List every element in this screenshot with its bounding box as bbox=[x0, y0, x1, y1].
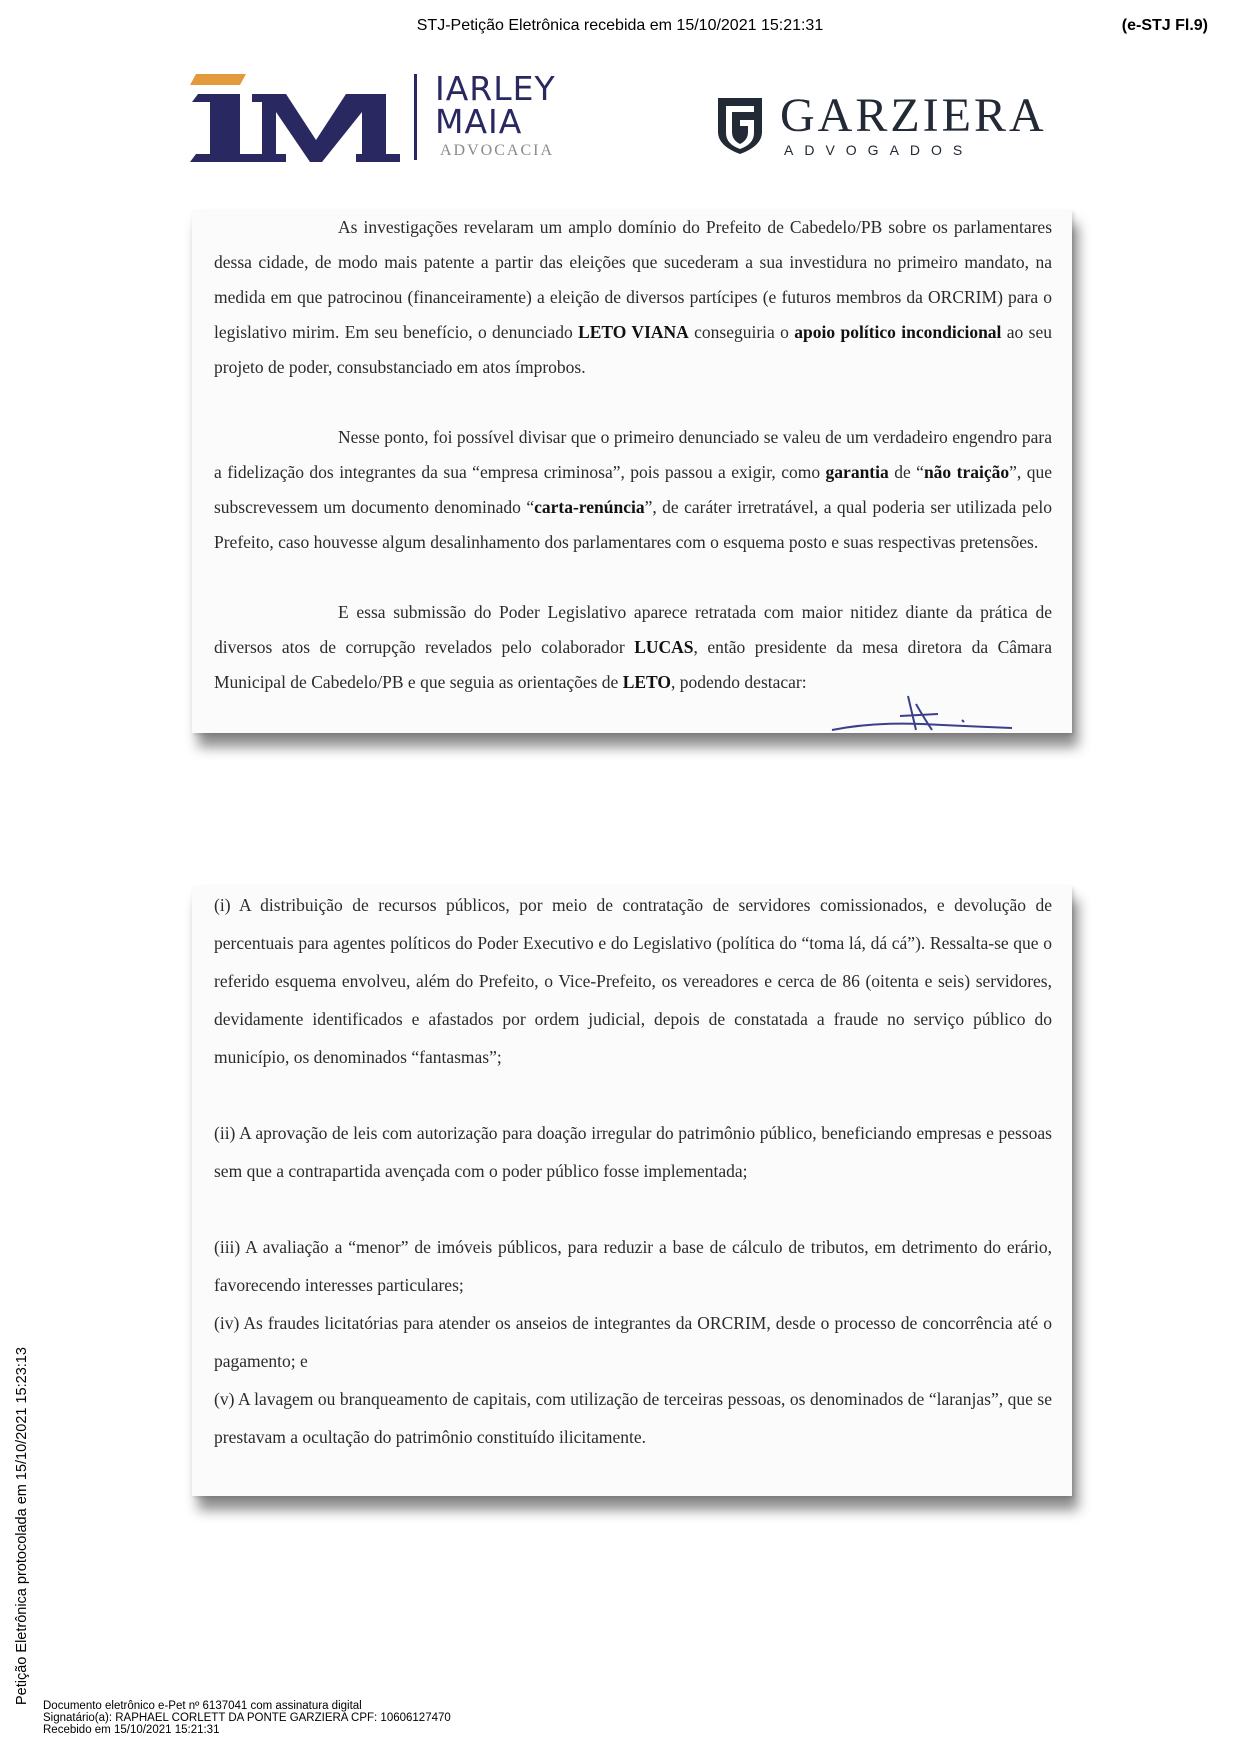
text-run: Nesse ponto, foi possível divisar que o primeiro denunciado se valeu de um verdadeiro engendro para a fidelização dos integrantes da sua “empresa criminosa”, pois passou a exigir, como bbox=[214, 427, 1052, 482]
bold-run: garantia bbox=[825, 462, 889, 482]
bold-run: LETO VIANA bbox=[578, 322, 689, 342]
text-run: ao seu projeto de poder, consubstanciado em atos ímprobos. bbox=[214, 322, 1052, 377]
im-monogram-icon bbox=[190, 70, 410, 165]
logo-divider bbox=[414, 74, 417, 160]
bold-run: não traição bbox=[923, 462, 1010, 482]
text-run: E essa submissão do Poder Legislativo aparece retratada com maior nitidez diante da prática de diversos atos de corrupção revelados pelo colaborador bbox=[214, 602, 1052, 657]
bold-run: LUCAS bbox=[634, 637, 694, 657]
footer-line: Signatário(a): RAPHAEL CORLETT DA PONTE GARZIERA CPF: 10606127470 bbox=[43, 1712, 451, 1724]
list-item: (v) A lavagem ou branqueamento de capitais, com utilização de terceiras pessoas, os denominados de “laranjas”, que se prestavam a ocultação do patrimônio constituído ilicitamente. bbox=[214, 1389, 1052, 1447]
paragraph-1 bbox=[214, 210, 1052, 385]
list-item: (iii) A avaliação a “menor” de imóveis públicos, para reduzir a base de cálculo de tributos, em detrimento do erário, favorecendo interesses particulares; bbox=[214, 1237, 1052, 1295]
text-run: de “ bbox=[888, 462, 924, 482]
text-run: ”, de caráter irretratável, a qual poderia ser utilizada pelo Prefeito, caso houvesse algum desalinhamento dos parlamentares com o esquema posto e suas respectivas pretensões. bbox=[214, 497, 1052, 552]
footer-line: Documento eletrônico e-Pet nº 6137041 com assinatura digital bbox=[43, 1700, 362, 1712]
page-id: (e-STJ Fl.9) bbox=[1121, 17, 1208, 34]
scanned-text-panel-1 bbox=[192, 210, 1072, 733]
garziera-name: GARZIERA bbox=[780, 89, 1047, 142]
header-stamp: STJ-Petição Eletrônica recebida em 15/10/2021 15:21:31 bbox=[416, 17, 824, 34]
iarley-maia-logo bbox=[190, 70, 590, 165]
footer-line: Recebido em 15/10/2021 15:21:31 bbox=[43, 1724, 220, 1736]
text-run: As investigações revelaram um amplo domínio do Prefeito de Cabedelo/PB sobre os parlamentares dessa cidade, de modo mais patente a partir das eleições que sucederam a sua investidura no primeiro mandato, na medida em que patrocinou (financeiramente) a eleição de diversos partícipes (e futuros membros da ORCRIM) para o legislativo mirim. Em seu benefício, o denunciado bbox=[214, 217, 1052, 342]
bold-run: apoio político incondicional bbox=[794, 322, 1002, 342]
garziera-subtitle: ADVOGADOS bbox=[784, 142, 974, 158]
bold-run: LETO bbox=[622, 672, 672, 692]
signature-footer bbox=[43, 1700, 451, 1736]
side-protocol-stamp: Petição Eletrônica protocolada em 15/10/2021 15:23:13 bbox=[14, 1347, 30, 1705]
list-item: (iv) As fraudes licitatórias para atender os anseios de integrantes da ORCRIM, desde o processo de concorrência até o pagamento; e bbox=[214, 1313, 1052, 1371]
list-item: (ii) A aprovação de leis com autorização para doação irregular do patrimônio público, beneficiando empresas e pessoas sem que a contrapartida avençada com o poder público fosse implementada; bbox=[214, 1123, 1052, 1181]
text-run: , podendo destacar: bbox=[671, 672, 807, 692]
garziera-logo bbox=[716, 89, 1047, 164]
iarley-maia-subtitle: ADVOCACIA bbox=[440, 142, 554, 159]
paragraph-2 bbox=[214, 420, 1052, 560]
text-run: , então presidente da mesa diretora da Câmara Municipal de Cabedelo/PB e que seguia as orientações de bbox=[214, 637, 1052, 692]
handwritten-signature-icon bbox=[812, 678, 1052, 733]
logo-name-line1: IARLEY bbox=[435, 69, 556, 108]
iarley-maia-name bbox=[435, 69, 556, 141]
text-run: ”, que subscrevessem um documento denominado “ bbox=[214, 462, 1052, 517]
garziera-shield-icon bbox=[716, 96, 764, 156]
logo-name-line2: MAIA bbox=[435, 102, 523, 141]
text-run: conseguiria o bbox=[688, 322, 795, 342]
list-item: (i) A distribuição de recursos públicos, por meio de contratação de servidores comissionados, e devolução de percentuais para agentes políticos do Poder Executivo e do Legislativo (política do “toma lá, dá cá”). Ressalta-se que o referido esquema envolveu, além do Prefeito, o Vice-Prefeito, os vereadores e cerca de 86 (oitenta e seis) servidores, devidamente identificados e afastados por ordem judicial, depois de constatada a fraude no serviço público do município, os denominados “fantasmas”; bbox=[214, 895, 1052, 1067]
bold-run: carta-renúncia bbox=[534, 497, 645, 517]
scanned-text-panel-2 bbox=[192, 886, 1072, 1496]
